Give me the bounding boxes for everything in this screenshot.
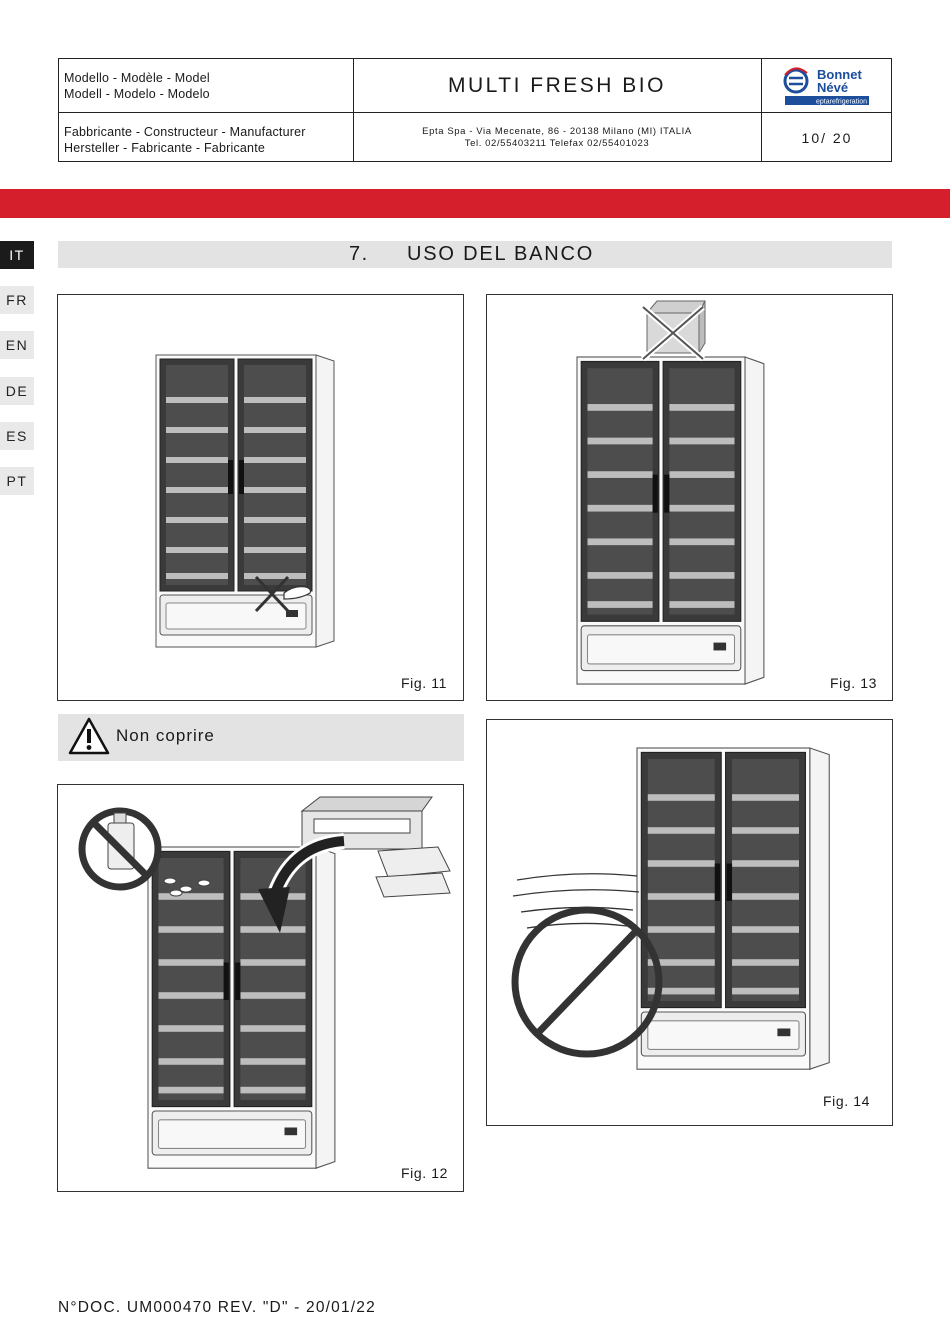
warning-banner — [58, 714, 464, 761]
logo-line-2: Névé — [817, 80, 849, 95]
manufacturer-label-2: Hersteller - Fabricante - Fabricante — [64, 141, 266, 155]
document-number-footer: N°DOC. UM000470 REV. "D" - 20/01/22 — [58, 1299, 376, 1316]
warning-text: Non coprire — [116, 726, 215, 745]
figure-11-caption: Fig. 11 — [401, 675, 447, 691]
logo-tagline: eptarefrigeration — [816, 98, 867, 106]
red-divider-bar — [0, 189, 950, 218]
model-label-2: Modell - Modelo - Modelo — [64, 87, 210, 101]
bonnet-neve-logo — [783, 65, 869, 107]
lang-tab-en[interactable]: EN — [0, 331, 34, 359]
figure-14-caption: Fig. 14 — [823, 1093, 870, 1109]
figure-13 — [486, 294, 893, 701]
header-table — [58, 58, 892, 162]
address-line-1: Epta Spa - Via Mecenate, 86 - 20138 Milano (MI) ITALIA — [422, 126, 692, 137]
section-heading — [58, 241, 892, 268]
lang-tab-pt[interactable]: PT — [0, 467, 34, 495]
lang-tab-de[interactable]: DE — [0, 377, 34, 405]
section-number: 7. — [349, 243, 369, 265]
section-title: USO DEL BANCO — [407, 243, 595, 265]
lang-tab-es[interactable]: ES — [0, 422, 34, 450]
document-title: MULTI FRESH BIO — [448, 73, 666, 97]
cabinet-illustration — [487, 720, 892, 1125]
cabinet-illustration — [487, 295, 892, 700]
figure-13-caption: Fig. 13 — [830, 675, 877, 691]
logo-line-1: Bonnet — [817, 67, 862, 82]
prohibited-bottle-icon — [82, 811, 158, 887]
warning-triangle-icon — [67, 716, 111, 756]
manufacturer-label-1: Fabbricante - Constructeur - Manufacturer — [64, 125, 306, 139]
figure-14 — [486, 719, 893, 1126]
model-label-1: Modello - Modèle - Model — [64, 71, 210, 85]
address-line-2: Tel. 02/55403211 Telefax 02/55401023 — [464, 138, 650, 149]
cabinet-illustration — [58, 785, 463, 1191]
figure-11 — [57, 294, 464, 701]
cabinet-illustration — [58, 295, 463, 700]
figure-12 — [57, 784, 464, 1192]
lang-tab-it[interactable]: IT — [0, 241, 34, 269]
lang-tab-fr[interactable]: FR — [0, 286, 34, 314]
page-number: 10/ 20 — [801, 130, 853, 146]
figure-12-caption: Fig. 12 — [401, 1165, 448, 1181]
